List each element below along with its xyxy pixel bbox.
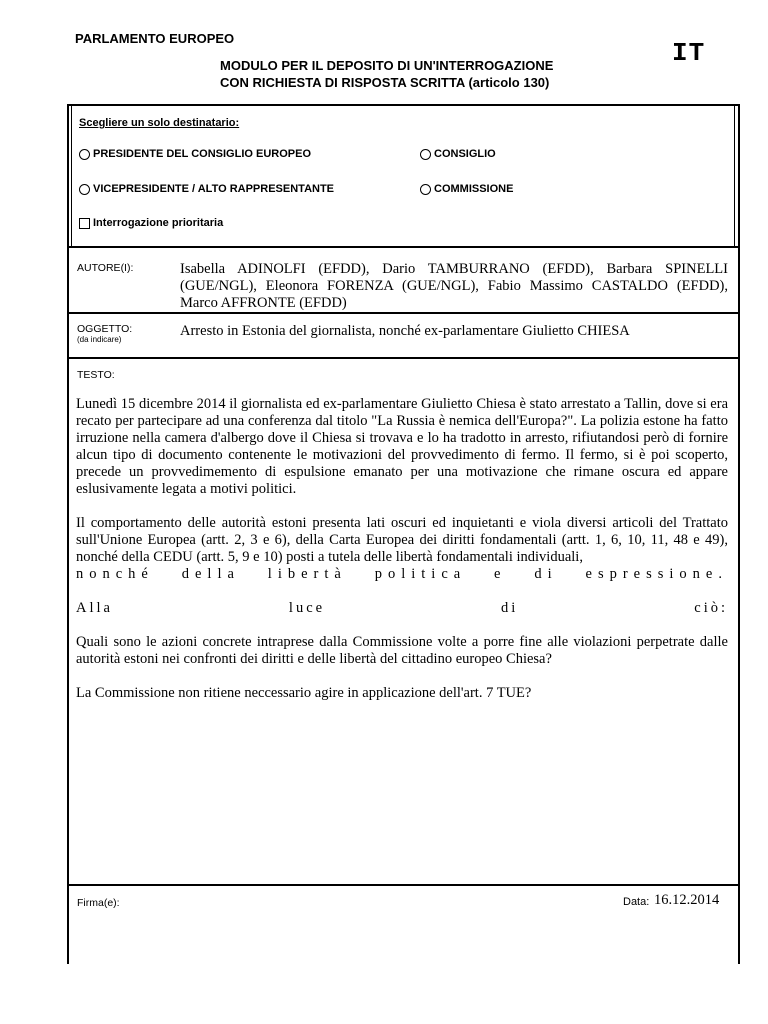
text-label: TESTO: — [77, 369, 115, 381]
section-divider-recipient — [67, 246, 740, 248]
form-border-left — [67, 104, 69, 964]
form-title-line-2: CON RICHIESTA DI RISPOSTA SCRITTA (articolo 130) — [220, 75, 550, 90]
form-title-line-1: MODULO PER IL DEPOSITO DI UN'INTERROGAZIONE — [220, 58, 554, 73]
form-border-top — [67, 104, 740, 106]
text-lead-in: Alla luce di ciò: — [76, 600, 728, 616]
inner-border-left — [71, 104, 72, 246]
option-label: COMMISSIONE — [434, 183, 514, 195]
text-paragraph-1: Lunedì 15 dicembre 2014 il giornalista ed ex-parlamentare Giulietto Chiesa è stato arrestato a Tallin, dove si era recato per partecipare ad una conferenza dal titolo "La Russia è nemica dell'Europa?". La polizia estone ha fatto irruzione nella camera d'albergo dove il Chiesa si trovava e lo ha tradotto in arresto, rifiutandosi però di fornire alcun tipo di documento contenente le motivazioni del provvedimento di fermo. Il fermo, si è poi scoperto, precede un provvedimemento di espulsione emanato per una motivazione che rimane oscura ed appare eslusivamente legata a motivi politici. — [76, 396, 728, 497]
language-code: IT — [672, 38, 706, 68]
question-text — [76, 396, 728, 719]
recipient-heading: Scegliere un solo destinatario: — [79, 117, 240, 129]
option-council[interactable] — [420, 148, 496, 160]
checkbox-icon[interactable] — [79, 218, 90, 229]
priority-label: Interrogazione prioritaria — [93, 217, 224, 229]
text-paragraph-2-tail: nonché della libertà politica e di espressione. — [76, 566, 728, 582]
author-value: Isabella ADINOLFI (EFDD), Dario TAMBURRANO (EFDD), Barbara SPINELLI (GUE/NGL), Eleonora FORENZA (GUE/NGL), Fabio Massimo CASTALDO (EFDD), Marco AFFRONTE (EFDD) — [180, 261, 728, 311]
radio-icon[interactable] — [420, 184, 431, 195]
option-commission[interactable] — [420, 183, 513, 195]
priority-question-option[interactable] — [79, 217, 223, 229]
section-divider-author — [67, 312, 740, 314]
option-label: CONSIGLIO — [434, 148, 496, 160]
subject-label: OGGETTO: — [77, 323, 133, 335]
text-paragraph-4: La Commissione non ritiene neccessario agire in applicazione dell'art. 7 TUE? — [76, 685, 532, 701]
author-label: AUTORE(I): — [77, 262, 134, 274]
text-paragraph-2 — [76, 515, 728, 566]
option-label: PRESIDENTE DEL CONSIGLIO EUROPEO — [93, 148, 311, 160]
form-border-right — [738, 104, 740, 964]
institution-name: PARLAMENTO EUROPEO — [75, 31, 235, 46]
text-paragraph-3: Quali sono le azioni concrete intraprese dalla Commissione volte a porre fine alle violazioni perpetrate dalle autorità estoni nei confronti dei diritti e delle libertà del cittadino europeo Chiesa? — [76, 634, 728, 667]
radio-icon[interactable] — [79, 184, 90, 195]
text-paragraph-2-main: Il comportamento delle autorità estoni presenta lati oscuri ed inquietanti e viola diversi articoli del Trattato sull'Unione Europea (artt. 2, 3 e 6), della Carta Europea dei diritti fondamentali (artt. 1, 6, 10, 11, 48 e 49), nonché della CEDU (artt. 5, 9 e 10) posti a tutela delle libertà fondamentali individuali, — [76, 515, 728, 565]
radio-icon[interactable] — [79, 149, 90, 160]
radio-icon[interactable] — [420, 149, 431, 160]
inner-border-right — [734, 104, 735, 246]
section-divider-text — [67, 884, 740, 886]
signature-label: Firma(e): — [77, 897, 120, 909]
option-president-european-council[interactable] — [79, 148, 311, 160]
subject-note: (da indicare) — [77, 335, 122, 344]
date-value: 16.12.2014 — [654, 892, 720, 908]
date-label: Data: — [623, 896, 650, 908]
section-divider-subject — [67, 357, 740, 359]
option-vice-president-high-representative[interactable] — [79, 183, 334, 195]
option-label: VICEPRESIDENTE / ALTO RAPPRESENTANTE — [93, 183, 335, 195]
subject-value: Arresto in Estonia del giornalista, nonché ex-parlamentare Giulietto CHIESA — [180, 323, 630, 339]
